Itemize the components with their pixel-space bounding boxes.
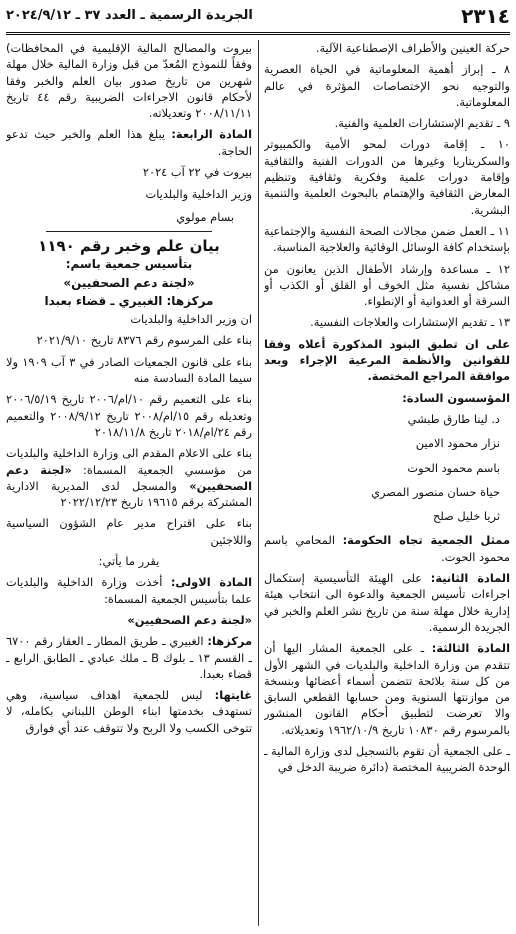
headquarters-label: مركزها: xyxy=(207,634,252,649)
founder-name: حياة حسان منصور المصري xyxy=(371,484,500,499)
representative xyxy=(264,532,510,565)
paragraph: ١٣ ـ تقديم الإستشارات والعلاجات النفسية. xyxy=(310,315,510,330)
article-2 xyxy=(264,570,510,635)
paragraph: بيروت والمصالح المالية الإقليمية في المحافظات) وفقاً للنموذج المُعدّ من قبل وزارة المالية خلال مهلة شهرين من تاريخ صدور بيان العلم والخبر وفقا لأحكام قانون الاجراءات الضريبية رقم ٤٤ تاريخ ٢٠٠٨/١١/١١ وتعديلاته. xyxy=(6,41,252,121)
paragraph xyxy=(6,445,252,510)
headquarters xyxy=(6,633,252,682)
decree-title: بيان علم وخبر رقم ١١٩٠ xyxy=(38,236,220,255)
signature-date: بيروت في ٢٢ آب ٢٠٢٤ xyxy=(142,165,252,180)
article-3 xyxy=(264,640,510,738)
article-2-label: المادة الثانية: xyxy=(430,571,510,586)
goals-label: غايتها: xyxy=(214,688,252,703)
right-column xyxy=(264,40,510,926)
paragraph: بناء على اقتراح مدير عام الشؤون السياسية واللاجئين xyxy=(6,516,252,547)
signature-title: وزير الداخلية والبلديات xyxy=(145,187,252,202)
paragraph: ٩ ـ تقديم الإستشارات العلمية والفنية. xyxy=(334,116,510,131)
association-name: «لجنة دعم الصحفيين» xyxy=(127,612,252,627)
article-1-label: المادة الاولى: xyxy=(170,575,252,590)
bold-paragraph: على ان تطبق البنود المذكورة أعلاه وفقا للقوانين والأنظمة المرعية الإجراء وبعد موافقة المراجع المختصة. xyxy=(264,336,510,384)
left-column xyxy=(6,40,252,926)
gazette-title: الجريدة الرسمية ـ العدد ٣٧ ـ ٢٠٢٤/٩/١٢ xyxy=(6,8,253,23)
article-3-label: المادة الثالثة: xyxy=(431,641,510,656)
paragraph: ١١ ـ العمل ضمن مجالات الصحة النفسية والإجتماعية بإستخدام كافة الوسائل الوقائية والعلاجية المناسبة. xyxy=(264,223,510,255)
paragraph-part: والمسجل لدى المديرية الادارية المشتركة برقم ١٩٦١٥ تاريخ ٢٠٢٢/١٢/٢٣ xyxy=(6,478,252,510)
signature-name: بسام مولوي xyxy=(176,209,234,224)
paragraph: ١٠ ـ إقامة دورات لمحو الأمية والكمبيوتر والسكريتاريا وغيرها من الدورات الفنية والثقافية وإقامة دورات علمية وفكرية وثقافية وتنظيم المعارض الثقافية والإهتمام بالبحوث العلمية والتنمية البشرية. xyxy=(264,137,510,217)
association-name: «لجنة دعم الصحفيين» xyxy=(6,462,252,493)
page-header xyxy=(6,4,510,30)
headquarters-text: الغبيري ـ طريق المطار ـ العقار رقم ٦٧٠٠ ـ القسم ١٣ ـ بلوك B ـ ملك عبادي ـ الطابق الرابع ـ قضاء بعبدا. xyxy=(6,634,252,681)
paragraph: بناء على قانون الجمعيات الصادر في ٣ آب ١٩٠٩ ولا سيما المادة السادسة منه xyxy=(6,354,252,386)
founder-name: نزار محمود الامين xyxy=(415,436,500,451)
page-number: ٢٣١٤ xyxy=(461,4,510,28)
article-4 xyxy=(6,126,252,159)
founder-name: باسم محمود الحوت xyxy=(407,460,500,475)
goals-text: ليس للجمعية اهداف سياسية، وهي تستهدف بخدمتها ابناء الوطن اللبناني بكامله، لا تتوخى الكسب ولا الربح ولا تتوقف عند أي فوارق xyxy=(6,688,252,735)
header-rule xyxy=(6,32,510,35)
representative-value: المحامي باسم محمود الحوت. xyxy=(264,533,510,564)
paragraph: ان وزير الداخلية والبلديات xyxy=(130,312,252,327)
paragraph: ١٢ ـ مساعدة وإرشاد الأطفال الذين يعانون من مشاكل نفسية مثل الخوف أو القلق أو الكذب أو السرقة أو العدوانية أو الإنطواء. xyxy=(264,261,510,309)
representative-label: ممثل الجمعية تجاه الحكومة: xyxy=(342,533,510,548)
paragraph: ٨ ـ إبراز أهمية المعلوماتية في الحياة العصرية والتوجيه نحو الإختصاصات المؤثرة في عالم المعلوماتية. xyxy=(264,62,510,109)
article-4-text: يبلغ هذا العلم والخبر حيث تدعو الحاجة. xyxy=(6,127,252,158)
goals xyxy=(6,687,252,736)
founder-name: ثريا خليل صلح xyxy=(432,509,500,524)
paragraph: بناء على التعميم رقم ١٠/ام/٢٠٠٦ تاريخ ٢٠٠٦/٥/١٩ وتعديله رقم ١٥/ام/٢٠٠٨ تاريخ ٢٠٠٨/٩/١٢ والتعميم رقم ٢٤/ام/٢٠١٨ تاريخ ٢٠١٨/١١/٨ xyxy=(6,392,252,439)
column-divider xyxy=(258,40,259,926)
decree-headquarters: مركزها: الغبيري ـ قضاء بعبدا xyxy=(44,293,214,308)
article-3-text: ـ على الجمعية المشار اليها أن تتقدم من وزارة الداخلية والبلديات في الشهر الأول من كل سنة بلائحة تتضمن أسماء أعضائها وبنسخة من موازنتها السنوية ومن حسابها القطعي السابق والا تعرضت لتطبيق أحكام القانون المنشور بالمرسوم رقم ١٠٨٣٠ تاريخ ١٩٦٢/١٠/٩ وتعديلاته. xyxy=(264,641,510,737)
article-1 xyxy=(6,574,252,607)
paragraph: بناء على المرسوم رقم ٨٣٧٦ تاريخ ٢٠٢١/٩/١٠ xyxy=(36,333,252,348)
article-4-label: المادة الرابعة: xyxy=(171,127,252,142)
founder-name: د. لينا طارق طبشي xyxy=(407,411,500,426)
paragraph-part: بناء على الاعلام المقدم الى وزارة الداخلية والبلديات من مؤسسي الجمعية المسماة: xyxy=(6,446,252,477)
decree-subtitle: بتأسيس جمعية باسم: xyxy=(65,257,193,272)
founders-heading: المؤسسون السادة: xyxy=(402,390,510,405)
paragraph: ـ على الجمعية أن تقوم بالتسجيل لدى وزارة المالية ـ الوحدة الضريبية المختصة (دائرة ضريبة الدخل في xyxy=(264,743,510,775)
decree-association-name: «لجنة دعم الصحفيين» xyxy=(63,275,195,290)
decides-line: يقرر ما يأتي: xyxy=(98,554,160,569)
section-separator xyxy=(46,231,212,232)
article-1-text: أخذت وزارة الداخلية والبلديات علما بتأسيس الجمعية المسماة: xyxy=(6,575,252,606)
paragraph: حركة العينين والأطراف الإصطناعية الآلية. xyxy=(315,41,510,55)
article-2-text: على الهيئة التأسيسية إستكمال اجراءات تأسيس الجمعية والدعوة الى انتخاب هيئة إدارية خلال مهلة سنة من تاريخ نشر العلم والخبر في الجريدة الرسمية. xyxy=(264,571,510,634)
